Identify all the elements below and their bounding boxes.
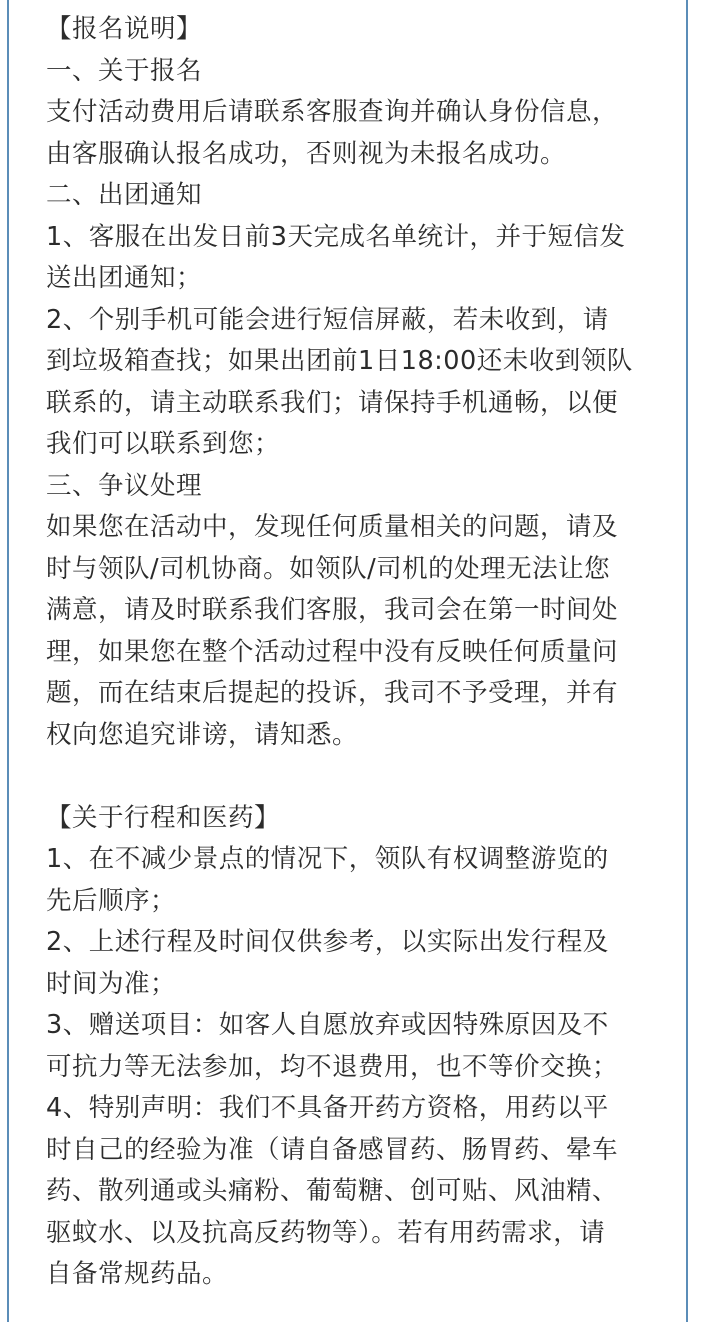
paragraph-line: 时自己的经验为准（请自备感冒药、肠胃药、晕车 — [46, 1134, 619, 1165]
paragraph-line: 如果您在活动中，发现任何质量相关的问题，请及 — [46, 512, 619, 542]
subheading-dispute: 三、争议处理 — [46, 470, 203, 501]
paragraph-line: 药、散列通或头痛粉、葡萄糖、创可贴、风油精、 — [46, 1176, 619, 1206]
paragraph-line: 4、特别声明：我们不具备开药方资格，用药以平 — [46, 1093, 609, 1123]
subheading-group-notice: 二、出团通知 — [46, 180, 203, 210]
notice-document — [46, 9, 666, 1296]
paragraph-line: 先后顺序； — [46, 885, 177, 916]
section-title-registration: 【报名说明】 — [46, 14, 203, 44]
paragraph-line: 2、上述行程及时间仅供参考，以实际出发行程及 — [46, 927, 609, 957]
paragraph-line: 1、在不减少景点的情况下，领队有权调整游览的 — [46, 844, 609, 874]
paragraph-line: 我们可以联系到您； — [46, 429, 281, 459]
paragraph-line: 时与领队/司机协商。如领队/司机的处理无法让您 — [46, 553, 611, 584]
paragraph-line: 时间为准； — [46, 968, 177, 999]
paragraph-line: 1、客服在出发日前3天完成名单统计，并于短信发 — [46, 221, 626, 252]
paragraph-line: 由客服确认报名成功，否则视为未报名成功。 — [46, 138, 567, 169]
paragraph-line: 3、赠送项目：如客人自愿放弃或因特殊原因及不 — [46, 1010, 609, 1040]
paragraph-line: 理，如果您在整个活动过程中没有反映任何质量问 — [46, 636, 619, 667]
paragraph-line: 满意，请及时联系我们客服，我司会在第一时间处 — [46, 595, 619, 625]
right-border-line — [686, 0, 688, 1322]
paragraph-line: 支付活动费用后请联系客服查询并确认身份信息， — [46, 97, 619, 127]
blank-line — [46, 756, 666, 798]
left-border-line — [7, 0, 9, 1322]
paragraph-line: 到垃圾箱查找；如果出团前1日18:00还未收到领队 — [46, 346, 633, 376]
paragraph-line: 送出团通知； — [46, 263, 203, 293]
section-title-itinerary-medicine: 【关于行程和医药】 — [46, 802, 281, 833]
paragraph-line: 题，而在结束后提起的投诉，我司不予受理，并有 — [46, 678, 619, 708]
paragraph-line: 可抗力等无法参加，均不退费用，也不等价交换； — [46, 1051, 619, 1082]
paragraph-line: 联系的，请主动联系我们；请保持手机通畅，以便 — [46, 387, 619, 418]
paragraph-line: 2、个别手机可能会进行短信屏蔽，若未收到，请 — [46, 304, 609, 335]
paragraph-line: 自备常规药品。 — [46, 1259, 229, 1289]
subheading-about-registration: 一、关于报名 — [46, 55, 203, 86]
paragraph-line: 驱蚊水、以及抗高反药物等）。若有用药需求，请 — [46, 1217, 606, 1248]
paragraph-line: 权向您追究诽谤，请知悉。 — [46, 719, 359, 750]
